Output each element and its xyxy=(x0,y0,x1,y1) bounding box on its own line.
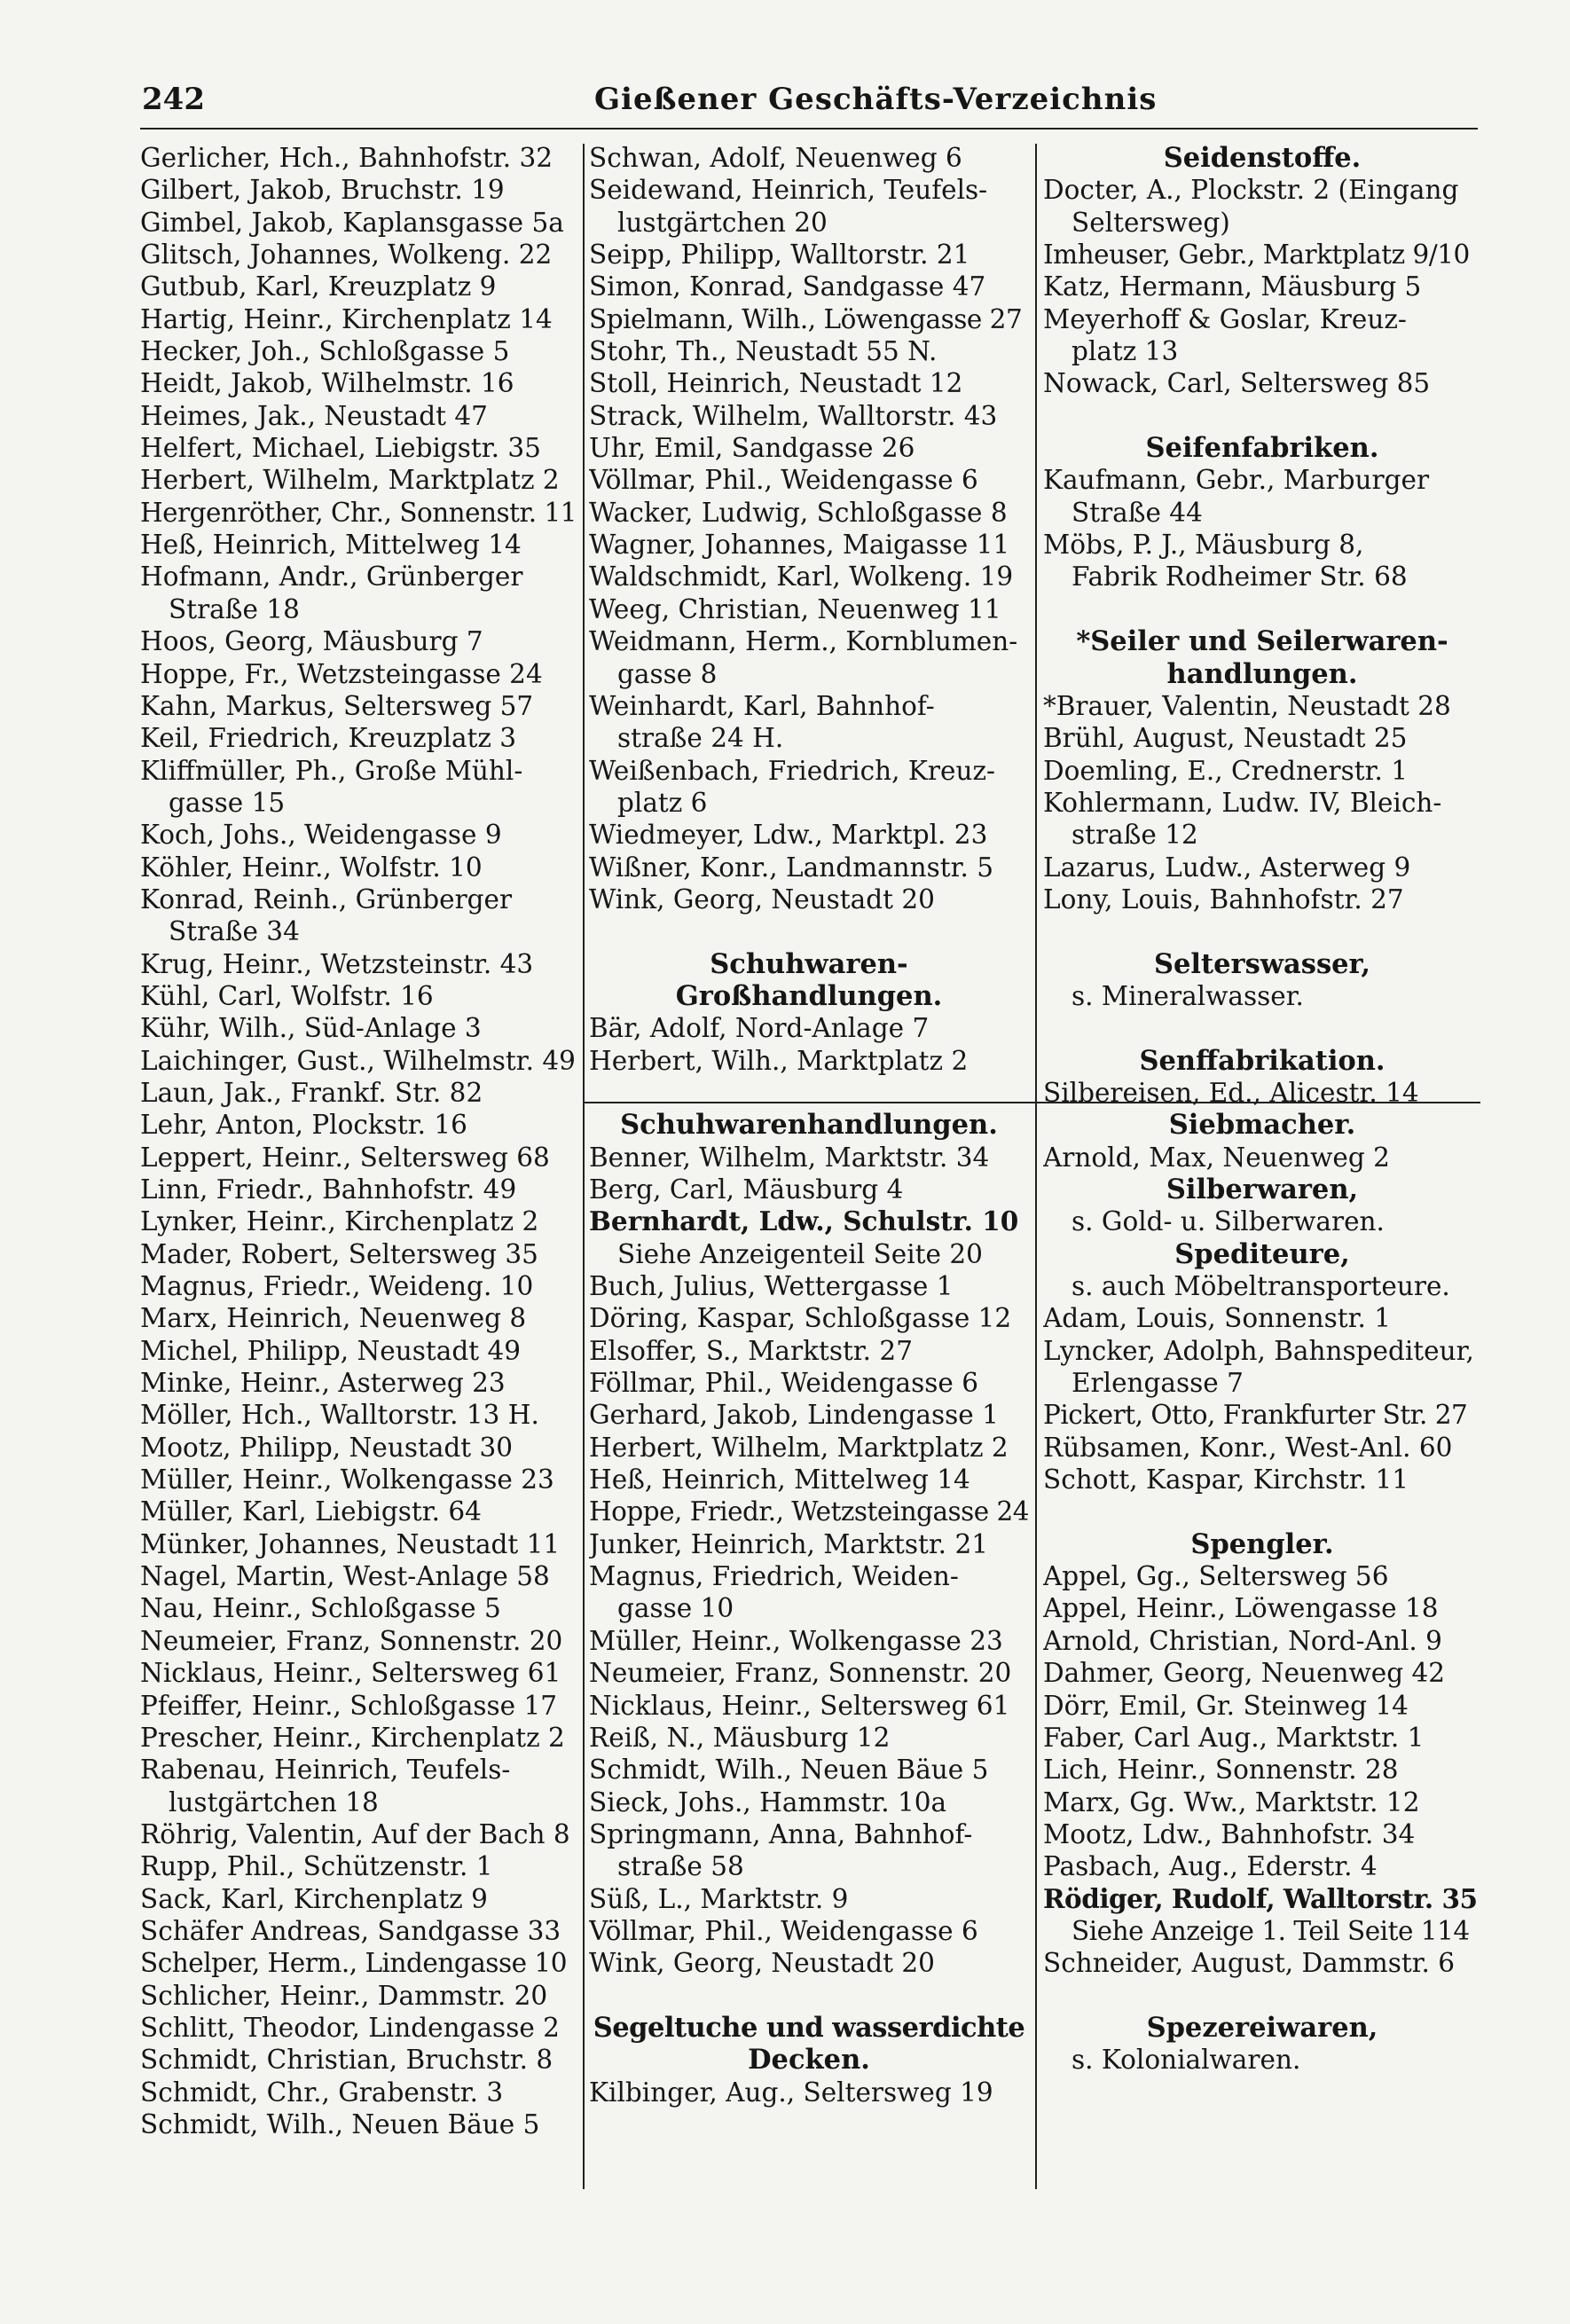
listing-line: Gerlicher, Hch., Bahnhofstr. 32 xyxy=(140,143,553,173)
listing-line: Koch, Johs., Weidengasse 9 xyxy=(140,820,502,851)
listing-continuation: platz 6 xyxy=(617,787,708,818)
listing-line: Konrad, Reinh., Grünberger xyxy=(140,883,513,915)
listing-line: Hoos, Georg, Mäusburg 7 xyxy=(140,626,483,657)
listing-line: Hecker, Joh., Schloßgasse 5 xyxy=(140,336,510,367)
listing-line: Hoppe, Friedr., Wetzsteingasse 24 xyxy=(589,1496,1029,1527)
listing-line: Nowack, Carl, Seltersweg 85 xyxy=(1043,368,1431,399)
listing-line: Berg, Carl, Mäusburg 4 xyxy=(589,1174,904,1205)
spacer xyxy=(1043,915,1481,947)
header-rule xyxy=(140,128,1478,130)
listing-line: Marx, Gg. Ww., Marktstr. 12 xyxy=(1043,1786,1420,1818)
listing-line: Doemling, E., Crednerstr. 1 xyxy=(1043,755,1408,786)
listing-line: Lehr, Anton, Plockstr. 16 xyxy=(140,1110,467,1141)
listing-line: Laichinger, Gust., Wilhelmstr. 49 xyxy=(140,1045,576,1076)
spacer xyxy=(1043,1496,1481,1527)
listing-continuation: Siehe Anzeigenteil Seite 20 xyxy=(617,1238,983,1269)
listing-continuation: Straße 44 xyxy=(1072,497,1203,528)
listing-line: Lazarus, Ludw., Asterweg 9 xyxy=(1043,852,1411,883)
listing-continuation: platz 13 xyxy=(1072,336,1179,367)
listing-line: Helfert, Michael, Liebigstr. 35 xyxy=(140,433,541,464)
listing-continuation: Erlengasse 7 xyxy=(1072,1368,1244,1399)
listing-line: Heidt, Jakob, Wilhelmstr. 16 xyxy=(140,368,514,399)
listing-line: Weißenbach, Friedrich, Kreuz- xyxy=(589,755,995,786)
section-heading: Seidenstoffe. xyxy=(1163,142,1362,174)
bold-listing-line: Bernhardt, Ldw., Schulstr. 10 xyxy=(589,1205,1019,1237)
listing-line: Wißner, Konr., Landmannstr. 5 xyxy=(589,852,994,883)
column-rule-left xyxy=(583,144,585,2189)
listing-line: Appel, Heinr., Löwengasse 18 xyxy=(1043,1593,1439,1624)
listing-line: Müller, Karl, Liebigstr. 64 xyxy=(140,1496,482,1527)
spacer xyxy=(589,1077,1029,1109)
section-rule-seltzer xyxy=(1037,1102,1480,1103)
listing-line: Wink, Georg, Neustadt 20 xyxy=(589,883,935,915)
listing-line: Brühl, August, Neustadt 25 xyxy=(1043,723,1408,754)
listing-line: Röhrig, Valentin, Auf der Bach 8 xyxy=(140,1818,570,1849)
listing-line: Glitsch, Johannes, Wolkeng. 22 xyxy=(140,239,553,271)
listing-continuation: gasse 8 xyxy=(617,658,718,689)
listing-line: Nicklaus, Heinr., Seltersweg 61 xyxy=(140,1658,561,1689)
listing-line: Hoppe, Fr., Wetzsteingasse 24 xyxy=(140,658,543,689)
listing-line: Marx, Heinrich, Neuenweg 8 xyxy=(140,1303,527,1334)
listing-line: Weinhardt, Karl, Bahnhof- xyxy=(589,690,935,721)
column-3 xyxy=(1043,142,1481,2077)
listing-line: Wiedmeyer, Ldw., Marktpl. 23 xyxy=(589,820,988,851)
listing-line: Döring, Kaspar, Schloßgasse 12 xyxy=(589,1303,1012,1334)
listing-line: Magnus, Friedrich, Weiden- xyxy=(589,1561,959,1592)
listing-line: Heß, Heinrich, Mittelweg 14 xyxy=(589,1464,970,1496)
listing-line: Schmidt, Chr., Grabenstr. 3 xyxy=(140,2077,504,2108)
listing-line: Mootz, Philipp, Neustadt 30 xyxy=(140,1432,514,1463)
listing-line: Hartig, Heinr., Kirchenplatz 14 xyxy=(140,303,553,334)
listing-line: Leppert, Heinr., Seltersweg 68 xyxy=(140,1142,550,1173)
listing-line: Herbert, Wilhelm, Marktplatz 2 xyxy=(140,465,560,496)
section-heading: Großhandlungen. xyxy=(675,979,943,1012)
section-heading: Spezereiwaren, xyxy=(1146,2011,1378,2044)
listing-continuation: Seltersweg) xyxy=(1072,207,1230,238)
listing-line: Simon, Konrad, Sandgasse 47 xyxy=(589,271,986,302)
listing-line: Reiß, N., Mäusburg 12 xyxy=(589,1722,891,1753)
listing-line: Pasbach, Aug., Ederstr. 4 xyxy=(1043,1851,1378,1882)
listing-line: Lyncker, Adolph, Bahnspediteur, xyxy=(1043,1335,1474,1366)
listing-line: Heß, Heinrich, Mittelweg 14 xyxy=(140,530,522,561)
listing-line: Gilbert, Jakob, Bruchstr. 19 xyxy=(140,175,505,206)
listing-line: Hofmann, Andr., Grünberger xyxy=(140,561,523,593)
listing-line: Föllmar, Phil., Weidengasse 6 xyxy=(589,1368,979,1399)
spacer xyxy=(1043,1980,1481,2012)
section-heading: Spediteure, xyxy=(1174,1237,1350,1270)
section-heading: Decken. xyxy=(748,2044,870,2077)
listing-line: Imheuser, Gebr., Marktplatz 9/10 xyxy=(1043,239,1470,271)
listing-line: Seipp, Philipp, Walltorstr. 21 xyxy=(589,239,970,271)
listing-line: Krug, Heinr., Wetzsteinstr. 43 xyxy=(140,948,534,979)
listing-line: Gerhard, Jakob, Lindengasse 1 xyxy=(589,1400,999,1431)
listing-line: Junker, Heinrich, Marktstr. 21 xyxy=(589,1528,988,1559)
section-heading: Silberwaren, xyxy=(1166,1174,1359,1205)
listing-line: Gutbub, Karl, Kreuzplatz 9 xyxy=(140,271,497,302)
listing-line: Schmidt, Wilh., Neuen Bäue 5 xyxy=(140,2108,540,2139)
listing-line: Herbert, Wilhelm, Marktplatz 2 xyxy=(589,1432,1009,1463)
listing-line: Sieck, Johs., Hammstr. 10a xyxy=(589,1786,947,1818)
section-heading: Spengler. xyxy=(1190,1527,1334,1560)
listing-line: Kilbinger, Aug., Seltersweg 19 xyxy=(589,2077,993,2108)
listing-line: Pfeiffer, Heinr., Schloßgasse 17 xyxy=(140,1690,558,1721)
listing-continuation: Straße 18 xyxy=(169,593,300,624)
listing-line: Schott, Kaspar, Kirchstr. 11 xyxy=(1043,1464,1409,1496)
listing-line: Lich, Heinr., Sonnenstr. 28 xyxy=(1043,1755,1399,1786)
listing-line: Herbert, Wilh., Marktplatz 2 xyxy=(589,1045,969,1076)
listing-line: Seidewand, Heinrich, Teufels- xyxy=(589,175,988,206)
listing-line: Wagner, Johannes, Maigasse 11 xyxy=(589,530,1010,561)
listing-line: Neumeier, Franz, Sonnenstr. 20 xyxy=(140,1625,563,1656)
listing-line: Sack, Karl, Kirchenplatz 9 xyxy=(140,1883,488,1914)
listing-continuation: straße 58 xyxy=(617,1851,744,1882)
listing-continuation: straße 24 H. xyxy=(617,723,784,754)
listing-line: Süß, L., Marktstr. 9 xyxy=(589,1883,849,1914)
spacer xyxy=(1043,400,1481,432)
listing-continuation: lustgärtchen 18 xyxy=(169,1786,379,1818)
column-rule-right xyxy=(1035,144,1037,2189)
listing-line: Müller, Heinr., Wolkengasse 23 xyxy=(140,1464,554,1496)
listing-line: Laun, Jak., Frankf. Str. 82 xyxy=(140,1077,483,1108)
section-heading: handlungen. xyxy=(1166,657,1358,690)
column-2 xyxy=(589,142,1029,2108)
listing-line: Weeg, Christian, Neuenweg 11 xyxy=(589,593,1001,624)
page-number: 242 xyxy=(142,82,205,117)
listing-line: Gimbel, Jakob, Kaplansgasse 5a xyxy=(140,207,564,238)
listing-line: Faber, Carl Aug., Marktstr. 1 xyxy=(1043,1722,1425,1753)
listing-line: Katz, Hermann, Mäusburg 5 xyxy=(1043,271,1422,302)
listing-line: Bär, Adolf, Nord-Anlage 7 xyxy=(589,1013,930,1044)
listing-continuation: s. Kolonialwaren. xyxy=(1072,2045,1301,2076)
listing-line: Mader, Robert, Seltersweg 35 xyxy=(140,1238,538,1269)
listing-line: Nicklaus, Heinr., Seltersweg 61 xyxy=(589,1690,1010,1721)
listing-continuation: gasse 15 xyxy=(169,787,286,818)
listing-continuation: s. Mineralwasser. xyxy=(1072,980,1304,1011)
listing-line: Stoll, Heinrich, Neustadt 12 xyxy=(589,368,963,399)
listing-line: Kühr, Wilh., Süd-Anlage 3 xyxy=(140,1013,482,1044)
listing-line: Kaufmann, Gebr., Marburger xyxy=(1043,465,1430,496)
listing-line: Mootz, Ldw., Bahnhofstr. 34 xyxy=(1043,1818,1416,1849)
listing-line: Münker, Johannes, Neustadt 11 xyxy=(140,1528,561,1559)
listing-line: Stohr, Th., Neustadt 55 N. xyxy=(589,336,938,367)
listing-line: Dörr, Emil, Gr. Steinweg 14 xyxy=(1043,1690,1409,1721)
listing-line: Benner, Wilhelm, Marktstr. 34 xyxy=(589,1142,990,1173)
listing-line: Uhr, Emil, Sandgasse 26 xyxy=(589,433,915,464)
listing-line: Müller, Heinr., Wolkengasse 23 xyxy=(589,1625,1003,1656)
listing-line: Nagel, Martin, West-Anlage 58 xyxy=(140,1561,550,1592)
listing-line: Köhler, Heinr., Wolfstr. 10 xyxy=(140,852,483,883)
listing-continuation: s. auch Möbeltransporteure. xyxy=(1072,1271,1450,1302)
listing-line: Meyerhoff & Goslar, Kreuz- xyxy=(1043,303,1407,334)
listing-line: Linn, Friedr., Bahnhofstr. 49 xyxy=(140,1174,517,1205)
running-head-title: Gießener Geschäfts-Verzeichnis xyxy=(594,82,1158,117)
listing-line: Möller, Hch., Walltorstr. 13 H. xyxy=(140,1400,539,1431)
listing-line: Springmann, Anna, Bahnhof- xyxy=(589,1818,973,1849)
listing-line: Docter, A., Plockstr. 2 (Eingang xyxy=(1043,175,1459,206)
listing-continuation: Straße 34 xyxy=(169,916,300,947)
listing-line: Strack, Wilhelm, Walltorstr. 43 xyxy=(589,400,998,431)
listing-line: Wacker, Ludwig, Schloßgasse 8 xyxy=(589,497,1008,528)
listing-line: Michel, Philipp, Neustadt 49 xyxy=(140,1335,521,1366)
section-rule-shoe-wholesale xyxy=(585,1102,1035,1103)
spacer xyxy=(589,1980,1029,2012)
listing-line: Dahmer, Georg, Neuenweg 42 xyxy=(1043,1658,1446,1689)
section-heading: Schuhwaren- xyxy=(710,947,908,980)
listing-line: Appel, Gg., Seltersweg 56 xyxy=(1043,1561,1389,1592)
listing-line: Schelper, Herm., Lindengasse 10 xyxy=(140,1948,567,1979)
listing-line: Magnus, Friedr., Weideng. 10 xyxy=(140,1271,534,1302)
column-1 xyxy=(140,142,577,2140)
listing-line: Völlmar, Phil., Weidengasse 6 xyxy=(589,465,978,496)
listing-line: Adam, Louis, Sonnenstr. 1 xyxy=(1043,1303,1391,1334)
listing-line: Völlmar, Phil., Weidengasse 6 xyxy=(589,1915,978,1946)
listing-line: Kohlermann, Ludw. IV, Bleich- xyxy=(1043,787,1442,818)
section-heading: Segeltuche und wasserdichte xyxy=(593,2011,1025,2044)
listing-line: Neumeier, Franz, Sonnenstr. 20 xyxy=(589,1658,1012,1689)
listing-line: Schlicher, Heinr., Dammstr. 20 xyxy=(140,1980,548,2011)
listing-continuation: lustgärtchen 20 xyxy=(617,207,828,238)
listing-line: Wink, Georg, Neustadt 20 xyxy=(589,1948,935,1979)
listing-continuation: straße 12 xyxy=(1072,820,1198,851)
listing-line: Keil, Friedrich, Kreuzplatz 3 xyxy=(140,723,517,754)
listing-line: Möbs, P. J., Mäusburg 8, xyxy=(1043,530,1364,561)
listing-line: Rupp, Phil., Schützenstr. 1 xyxy=(140,1851,493,1882)
listing-line: Arnold, Max, Neuenweg 2 xyxy=(1043,1142,1390,1173)
section-heading: Schuhwarenhandlungen. xyxy=(620,1109,998,1142)
listing-line: Weidmann, Herm., Kornblumen- xyxy=(589,626,1018,657)
listing-line: Minke, Heinr., Asterweg 23 xyxy=(140,1368,506,1399)
listing-continuation: Siehe Anzeige 1. Teil Seite 114 xyxy=(1072,1915,1470,1946)
listing-line: Waldschmidt, Karl, Wolkeng. 19 xyxy=(589,561,1014,593)
listing-line: Schäfer Andreas, Sandgasse 33 xyxy=(140,1915,561,1946)
listing-continuation: s. Gold- u. Silberwaren. xyxy=(1072,1206,1385,1237)
listing-line: Schlitt, Theodor, Lindengasse 2 xyxy=(140,2012,560,2043)
section-heading: *Seiler und Seilerwaren- xyxy=(1076,625,1448,658)
section-heading: Seifenfabriken. xyxy=(1145,432,1379,465)
spacer xyxy=(1043,593,1481,625)
listing-line: Kühl, Carl, Wolfstr. 16 xyxy=(140,980,434,1011)
spacer xyxy=(589,915,1029,947)
section-heading: Senffabrikation. xyxy=(1139,1044,1386,1077)
spacer xyxy=(1043,1012,1481,1044)
listing-line: Silbereisen, Ed., Alicestr. 14 xyxy=(1043,1077,1419,1108)
listing-line: Schneider, August, Dammstr. 6 xyxy=(1043,1948,1456,1979)
listing-line: Schwan, Adolf, Neuenweg 6 xyxy=(589,143,962,173)
listing-continuation: gasse 10 xyxy=(617,1593,734,1624)
listing-line: Schmidt, Christian, Bruchstr. 8 xyxy=(140,2045,553,2076)
bold-listing-line: Rödiger, Rudolf, Walltorstr. 35 xyxy=(1043,1882,1478,1914)
listing-line: Prescher, Heinr., Kirchenplatz 2 xyxy=(140,1722,565,1753)
listing-line: Hergenröther, Chr., Sonnenstr. 11 xyxy=(140,497,577,528)
listing-line: Heimes, Jak., Neustadt 47 xyxy=(140,400,488,431)
listing-line: Pickert, Otto, Frankfurter Str. 27 xyxy=(1043,1400,1468,1431)
listing-line: Lynker, Heinr., Kirchenplatz 2 xyxy=(140,1206,539,1237)
listing-line: Schmidt, Wilh., Neuen Bäue 5 xyxy=(589,1755,989,1786)
listing-line: Lony, Louis, Bahnhofstr. 27 xyxy=(1043,883,1404,915)
section-heading: Selterswasser, xyxy=(1154,947,1370,980)
listing-line: Rabenau, Heinrich, Teufels- xyxy=(140,1755,511,1786)
listing-line: *Brauer, Valentin, Neustadt 28 xyxy=(1043,690,1451,721)
listing-line: Nau, Heinr., Schloßgasse 5 xyxy=(140,1593,501,1624)
listing-line: Spielmann, Wilh., Löwengasse 27 xyxy=(589,303,1023,334)
listing-line: Buch, Julius, Wettergasse 1 xyxy=(589,1271,954,1302)
listing-line: Kliffmüller, Ph., Große Mühl- xyxy=(140,755,523,786)
listing-line: Arnold, Christian, Nord-Anl. 9 xyxy=(1043,1625,1442,1656)
listing-line: Rübsamen, Konr., West-Anl. 60 xyxy=(1043,1432,1453,1463)
listing-line: Kahn, Markus, Seltersweg 57 xyxy=(140,690,534,721)
listing-continuation: Fabrik Rodheimer Str. 68 xyxy=(1072,561,1408,593)
listing-line: Elsoffer, S., Marktstr. 27 xyxy=(589,1335,913,1366)
section-heading: Siebmacher. xyxy=(1168,1109,1356,1142)
